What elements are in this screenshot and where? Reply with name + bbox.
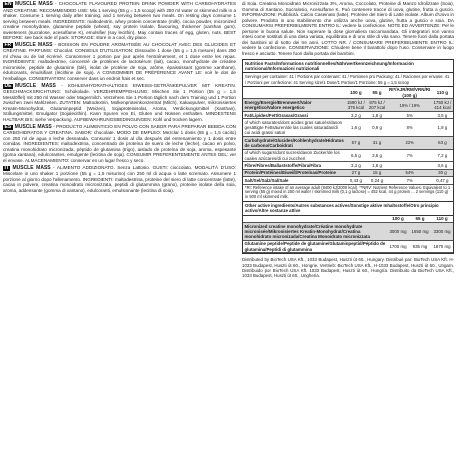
- value-55g: 875 kJ / 207 kcal: [366, 99, 387, 112]
- product-name: MUSCLE MASS: [14, 123, 52, 130]
- active-label: Micronized creatine monohydrate/Créatine monohydrate micronisée/Mikronisiertes Kreatin-Monohydrat/Creatina monohidrato micronizada/Creatina Monoidrato micronizzata: [243, 223, 387, 241]
- value-100g: 27 g: [345, 169, 366, 176]
- lang-body: - KOHLENHYDRATHALTIGES EIWEISS-GETRÄNKEPULVER MIT KREATIN. GESCHMACKSRICHTUNG: Schokolade. VERZEHREMPFEHLUNG: Mischen Sie 1 Portion (55 g = 1,5 Messlöffel) mit 250 ml Wasser oder Magermilch. Verzehren Sie 1 Portion täglich nach dem Training und 1 Portion zwischen zwei Mahlzeiten. ZUTATEN: Maltodextrin, Molkenproteinkonzentrat (Milch), Kakaopulver, mikronisiertes Kreatin-Monohydrat, Glutaminpeptid (Weizen), Sojaproteinisolat, Aroma, Verdickungsmittel (Xanthan), Süßungsmittel, Emulgator (Sojalecithin). Kann Spuren von Ei, Gluten und Nüssen enthalten. MINDESTENS HALTBAR BIS: siehe Verpackung. AUFBEWAHRUNGSBEDINGUNGEN: Kühl und trocken lagern.: [3, 82, 236, 122]
- table-row: [243, 112, 453, 119]
- value-55g: 15 g: [366, 169, 387, 176]
- value-ri: [388, 162, 432, 169]
- value-110g: 3,6 g: [432, 162, 453, 169]
- value-100g: 1,6 g: [345, 119, 366, 137]
- table-row: [243, 99, 453, 112]
- italian-continued-text: di Soia. Creatina Monoidrato Micronizzata 3%, Aroma, Coccolato, Proteine di Manzo Idrolizzate (Soia), Gomma di Xantano, Sucralosio, Acesulfame K. Può contenere tracce di uova, glutine, frutta a guscio. INFORMAZIONI: Pubblicità. Calcio Caseinato (latte). Proteine del Siero di Latte isolate. Album d'Uovo in polvere. Prodotto in uno stabilimento che utilizza anche uova, glutine, frutta a guscio e soia. DA CONSUMARSI PREFERIBILMENTE ENTRO IL: vedere la confezione. NOTE ED AVVERTENZE: Per le persone in buona salute. Non superare la dose giornaliera raccomandata. Gli integratori non vanno intesi come sostituti di una dieta variata, equilibrata e di uno stile di vita sano. Tenere fuori dalla portata dei bambini al di sotto dei tre anni. LOTTO NR. / CONSUMARE PREFERIBILMENTE ENTRO IL: vedere la confezione. CONSERVAZIONE: Chiudere bene il barattolo dopo l'uso. Conservare in luogo fresco e asciutto. Tenere fuori dalla portata dei bambini.: [242, 1, 454, 56]
- table-row: [243, 137, 453, 150]
- nutrient-label: Carbohydrate/Glucides/Kohlenhydrate/Hidratos de carbono/Carboidrati: [244, 137, 344, 148]
- lang-tag: DE: [4, 82, 12, 89]
- column-header: 100 g: [345, 87, 366, 99]
- value-110g: 63 g: [432, 137, 453, 150]
- lang-block-en: [3, 1, 236, 41]
- lang-block-it: [3, 165, 236, 194]
- nutrient-label: of which sugars/dont sucres/davon Zucker/de los cuales azúcares/di cui zuccheri: [243, 149, 345, 162]
- lang-tag: FR: [4, 41, 12, 48]
- column-header: 110 g: [431, 216, 453, 223]
- product-name: MUSCLE MASS: [14, 41, 53, 48]
- value-55g: 0,24 g: [366, 177, 387, 184]
- lang-body: - PRODUCTO ALIMENTICIO EN POLVO CON SABOR PARA PREPARAR BEBIDA CON CARBOHIDRATOS Y CREATINA. SABOR: chocolate. MODO DE EMPLEO: Mezclar 1 dosis (55 g = 1,5 cacito) con 250 ml de agua o leche desnatada. Consumir 1 dosis al día después del entrenamiento y 1 dosis entre comidas. INGREDIENTES: maltodextrina, concentrado de proteína de suero de leche (leche), cacao en polvo, creatina monohidrato micronizada, péptido de glutamina (trigo), aislado de proteína de soja, aroma, espesante (goma xantana), edulcorantes, emulgente (lecitina de soja). CONSUMIR PREFERENTEMENTE ANTES DEL: ver el envase. ALMACENAMIENTO: conservar en un lugar fresco y seco.: [3, 123, 236, 163]
- lang-tag: IT: [4, 164, 9, 171]
- lang-tag: ES: [4, 123, 12, 130]
- nutrient-label: Fibre/Fibres/Ballaststoffe/Fibra/Fibra: [243, 162, 345, 169]
- nutrient-label: Fat/Lipides/Fett/Grasas/Grassi: [243, 112, 345, 119]
- value-100g: 3,2 g: [345, 112, 366, 119]
- table-row: [243, 169, 453, 176]
- value-100g: 0,43 g: [345, 177, 366, 184]
- table-row: [243, 223, 453, 241]
- lang-block-de: [3, 83, 236, 123]
- lang-block-fr: [3, 42, 236, 82]
- value-100g: 57 g: [345, 137, 366, 150]
- value-100g: 6,5 g: [345, 149, 366, 162]
- value-ri: 5%: [388, 112, 432, 119]
- active-table-header: [243, 216, 453, 223]
- column-header: 55 g: [366, 87, 387, 99]
- table-row: [243, 162, 453, 169]
- product-name: MUSCLE MASS: [12, 164, 51, 171]
- nutrient-label: Energy/Energie/Brennwert/Valor energético/Valore energetico: [243, 99, 345, 112]
- value-ri: 7%: [388, 177, 432, 184]
- value-55g: 935 mg: [409, 240, 431, 253]
- value-55g: 1650 mg: [409, 223, 431, 241]
- value-110g: 3,5 g: [432, 112, 453, 119]
- nutrition-header: Nutrition Facts/Informations nutritionnelles/Nährwertkennzeichnung/Información nutricional/Informazioni nutrizionali: [243, 60, 453, 73]
- nutrition-column: [242, 0, 456, 456]
- nutrition-footnote: *RI: Reference intake of an average adult (8400 kJ/2000 kcal). **NRV: Nutrient Reference Values. Equivalent to 1 serving (55 g) mixed in 250 ml water / skimmed milk (0,1 g lactose) = 452 kcal, 44 g protein ... 2 servings (110 g) in 500 ml skimmed milk.: [243, 185, 453, 203]
- nutrient-label: of which saturates/dont acides gras saturés/davon gesättigte Fettsäuren/de las cuales saturadas/di cui acidi grassi saturi: [243, 119, 345, 137]
- column-header: [243, 216, 387, 223]
- value-ri: 8%: [388, 119, 432, 137]
- table-row: [243, 149, 453, 162]
- value-ri: 19% / 19%: [388, 99, 432, 112]
- value-ri: 54%: [388, 169, 432, 176]
- lang-body: - BOISSON EN POUDRE AROMATISÉE AU CHOCOLAT AVEC DES GLUCIDES ET CRÉATINE. PARFUMS: Chocolat. CONSEILS D'UTILISATION: Dissoudre 1 dose (55 g = 1,5 mesure) dans 250 ml d'eau ou de lait écrémé. Consommer 1 portion par jour après l'entraînement, et 1 dose entre les repas. INGRÉDIENTS: maltodextrine, concentré de protéines de lactosérum (lait), cacao, monohydrate de créatine micronisée, peptide de glutamine (blé), isolat de protéine de soja, arôme, épaississant (gomme xanthane), édulcorants, émulsifiant (lécithine de soja). A CONSOMMER DE PRÉFÉRENCE AVANT LE: voir le dos de l'emballage. CONSERVATION: conserver dans un endroit frais et sec.: [3, 41, 236, 81]
- lang-body: - ALIMENTO ADDIZIONATO. Senza Lattosio. GUSTI: cioccolato. MODALITÀ D'USO: Miscelare in uno shaker 1 porzione (55 g = 1,5 misurino) con 250 ml di acqua o latte scremato. Assumere 1 porzione al giorno dopo l'allenamento. INGREDIENTI: maltodestrina, proteine del siero di latte concentrate (latte), cacao in polvere, creatina monoidrato micronizzata, peptidi di glutammina (grano), proteine isolate della soia, aroma, addensante (gomma di xantano), edulcoranti, emulsionante (lecitina di soia).: [3, 164, 237, 193]
- table-row: [243, 119, 453, 137]
- value-100g: 3000 mg: [387, 223, 409, 241]
- nutrient-label: Salt/Sel/Salz/Sal/Sale: [243, 177, 345, 184]
- active-label: Glutamine peptide/Peptide de glutamine/Glutaminpeptid/Péptido de glutamina/Peptidi di glutammina: [244, 241, 386, 252]
- value-ri: 7%: [388, 149, 432, 162]
- column-header: 100 g: [387, 216, 409, 223]
- product-name: MUSCLE MASS: [14, 82, 56, 89]
- value-55g: 3,6 g: [366, 149, 387, 162]
- value-110g: 7,2 g: [432, 149, 453, 162]
- column-header: 110 g: [432, 87, 453, 99]
- lang-tag: EN: [4, 1, 12, 7]
- value-100g: 1590 kJ / 376 kcal: [346, 100, 365, 111]
- nutrition-table: [243, 87, 453, 185]
- other-ingredients-header: Other active ingredients/Autres substances actives/Sonstige aktive Inhaltsstoffe/Otro principio activo/Altre sostanze attive: [243, 202, 453, 215]
- column-header: [243, 87, 345, 99]
- product-name: MUSCLE MASS: [14, 1, 53, 7]
- value-55g: 1,8 g: [366, 162, 387, 169]
- value-100g: 1700 mg: [387, 240, 409, 253]
- table-row: [243, 177, 453, 184]
- value-110g: 1750 kJ / 414 kcal: [433, 100, 452, 111]
- value-55g: 31 g: [366, 137, 387, 150]
- nutrition-table-header: [243, 87, 453, 99]
- column-header: RI*/AJR/RM/VRN/RI (100 g): [389, 87, 431, 98]
- value-ri: 22%: [388, 137, 432, 150]
- value-110g: 3300 mg: [431, 223, 453, 241]
- value-55g: 1,8 g: [366, 112, 387, 119]
- value-55g: 0,9 g: [366, 119, 387, 137]
- active-ingredients-table: [243, 216, 453, 254]
- lang-body: - CHOCOLATE FLAVOURED PROTEIN DRINK POWDER WITH CARBOHYDRATES AND CREATINE. RECOMMENDED USE: Mix 1 serving (55 g = 1,5 scoop) with 250 ml water or skimmed milk in a shaker. Consume 1 serving daily after training, and 1 serving between two meals. On resting days consume 1 serving between meals. INGREDIENTS: maltodextrin, whey protein concentrate (milk), cocoa powder, micronized creatine monohydrate, glutamine peptide (wheat), soy protein isolate, flavouring, thickener (xanthan gum), sweeteners (sucralose, acesulfame K), emulsifier (soy lecithin). May contain traces of egg, gluten, nuts. BEST BEFORE: see back side of pack. STORAGE: store in a cool, dry place.: [3, 1, 237, 40]
- value-110g: 0,47 g: [432, 177, 453, 184]
- nutrition-facts-panel: [242, 59, 454, 254]
- lang-block-es: [3, 124, 236, 164]
- distributor-text: Distributed by BioTech USA Kft., 1033 Budapest, Huszti út 60., Hungary. Distribué par: BioTech USA Kft. H-1033 Budapest, Huszti út 60., Hongrie. Vertrieb: BioTech USA Kft., H-1033 Budapest, Huszti út 60., Ungarn. Distribuido por BioTech USA Kft. 1033 Budapest, Huszti út 60., Hungría. Distribuito da BioTech USA Kft., 1033 Budapest, Huszti út 60., Ungheria.: [242, 257, 454, 279]
- value-110g: 30 g: [432, 169, 453, 176]
- column-header: 55 g: [409, 216, 431, 223]
- serving-info: Servings per container: 41 / Portions par contenant: 41 / Portionen pro Packung: 41 / Raciones por envase: 41 / Porzioni per confezione: 41 Serving size/1 Dose/1 Portion/1 Porzione: 55 g = 1,5 scoop: [243, 73, 453, 86]
- value-110g: 1,8 g: [432, 119, 453, 137]
- table-row: [243, 240, 453, 253]
- value-110g: 1870 mg: [431, 240, 453, 253]
- nutrient-label: Protein/Protéines/Eiweiß/Proteínas/Proteine: [243, 169, 345, 176]
- value-100g: 3,3 g: [345, 162, 366, 169]
